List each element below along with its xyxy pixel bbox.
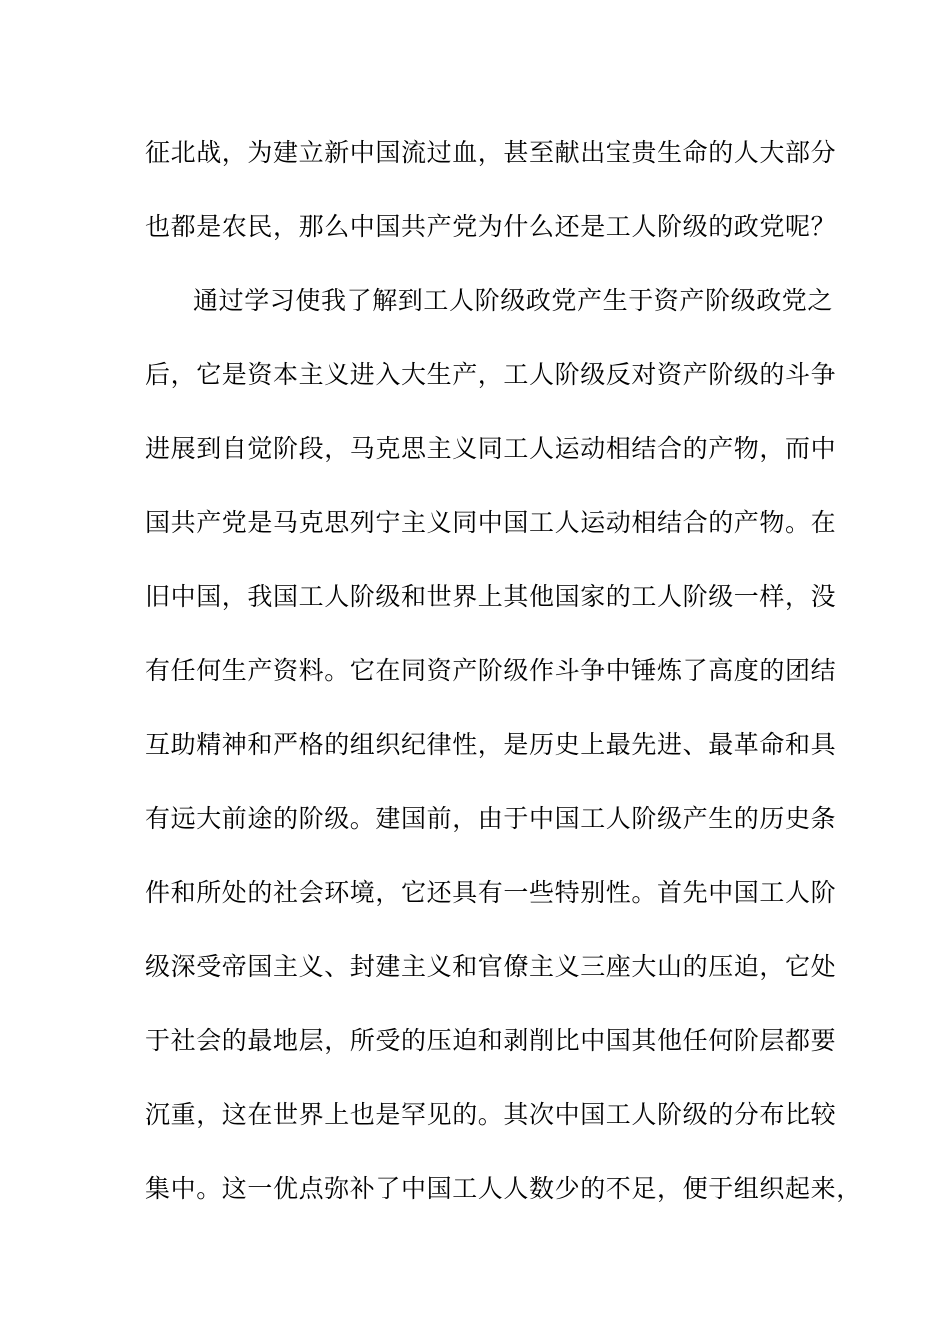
text-line: 旧中国，我国工人阶级和世界上其他国家的工人阶级一样，没 [145, 582, 837, 611]
text-line: 件和所处的社会环境，它还具有一些特别性。首先中国工人阶 [145, 878, 837, 907]
text-line: 后，它是资本主义进入大生产，工人阶级反对资产阶级的斗争 [145, 360, 837, 389]
text-line: 有远大前途的阶级。建国前，由于中国工人阶级产生的历史条 [145, 804, 837, 833]
text-line: 级深受帝国主义、封建主义和官僚主义三座大山的压迫，它处 [145, 952, 837, 981]
text-line: 互助精神和严格的组织纪律性，是历史上最先进、最革命和具 [145, 730, 837, 759]
text-line: 于社会的最地层，所受的压迫和剥削比中国其他任何阶层都要 [145, 1026, 837, 1055]
text-line: 进展到自觉阶段，马克思主义同工人运动相结合的产物，而中 [145, 434, 837, 463]
text-line: 集中。这一优点弥补了中国工人人数少的不足，便于组织起来， [145, 1174, 862, 1203]
document-body [145, 127, 862, 1237]
text-line: 国共产党是马克思列宁主义同中国工人运动相结合的产物。在 [145, 508, 837, 537]
paragraph-start-line: 通过学习使我了解到工人阶级政党产生于资产阶级政党之 [193, 286, 834, 315]
text-line: 沉重，这在世界上也是罕见的。其次中国工人阶级的分布比较 [145, 1100, 837, 1129]
text-line: 也都是农民，那么中国共产党为什么还是工人阶级的政党呢？ [145, 212, 837, 241]
text-line: 有任何生产资料。它在同资产阶级作斗争中锤炼了高度的团结 [145, 656, 837, 685]
text-line: 征北战，为建立新中国流过血，甚至献出宝贵生命的人大部分 [145, 138, 837, 167]
